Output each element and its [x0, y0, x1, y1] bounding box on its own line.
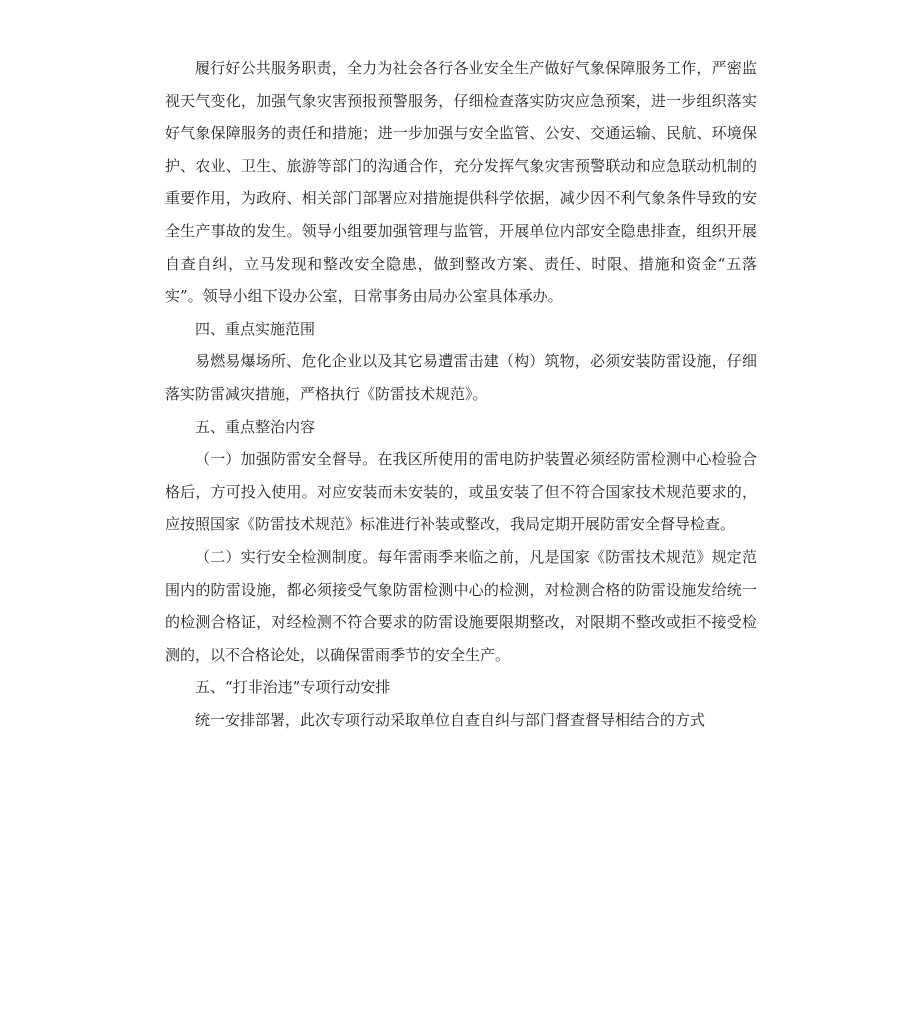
paragraph-arrangement: 统一安排部署，此次专项行动采取单位自查自纠与部门督查督导相结合的方式 [195, 710, 706, 729]
paragraph-duty: 履行好公共服务职责，全力为社会各行各业安全生产做好气象保障服务工作，严密监视天气变化，加强气象灾害预报预警服务，仔细检查落实防灾应急预案，进一步组织落实好气象保障服务的责任和措施；进一步加强与安全监管、公安、交通运输、民航、环境保护、农业、卫生、旅游等部门的沟通合作，充分发挥气象灾害预警联动和应急联动机制的重要作用，为政府、相关部门部署应对措施提供科学依据，减少因不利气象条件导致的安全生产事故的发生。领导小组要加强管理与监管，开展单位内部安全隐患排查，组织开展自查自纠，立马发现和整改安全隐患，做到整改方案、责任、时限、措施和资金“五落实”。领导小组下设办公室，日常事务由局办公室具体承办。 [165, 59, 757, 306]
heading-key-scope: 四、重点实施范围 [195, 319, 316, 338]
paragraph-inspection: （二）实行安全检测制度。每年雷雨季来临之前，凡是国家《防雷技术规范》规定范围内的防雷设施，都必须接受气象防雷检测中心的检测，对检测合格的防雷设施发给统一的检测合格证，对经检测不符合要求的防雷设施要限期整改，对限期不整改或拒不接受检测的，以不合格论处，以确保雷雨季节的安全生产。 [165, 547, 757, 664]
paragraph-scope: 易燃易爆场所、危化企业以及其它易遭雷击建（构）筑物，必须安装防雷设施，仔细落实防雷减灾措施，严格执行《防雷技术规范》。 [165, 352, 757, 403]
paragraph-supervision: （一）加强防雷安全督导。在我区所使用的雷电防护装置必须经防雷检测中心检验合格后，方可投入使用。对应安装而未安装的，或虽安装了但不符合国家技术规范要求的，应按照国家《防雷技术规范》标准进行补装或整改，我局定期开展防雷安全督导检查。 [165, 450, 757, 534]
heading-special-action: 五、“打非治违”专项行动安排 [195, 678, 391, 697]
heading-key-rectification: 五、重点整治内容 [195, 417, 316, 436]
document-page [165, 52, 757, 736]
